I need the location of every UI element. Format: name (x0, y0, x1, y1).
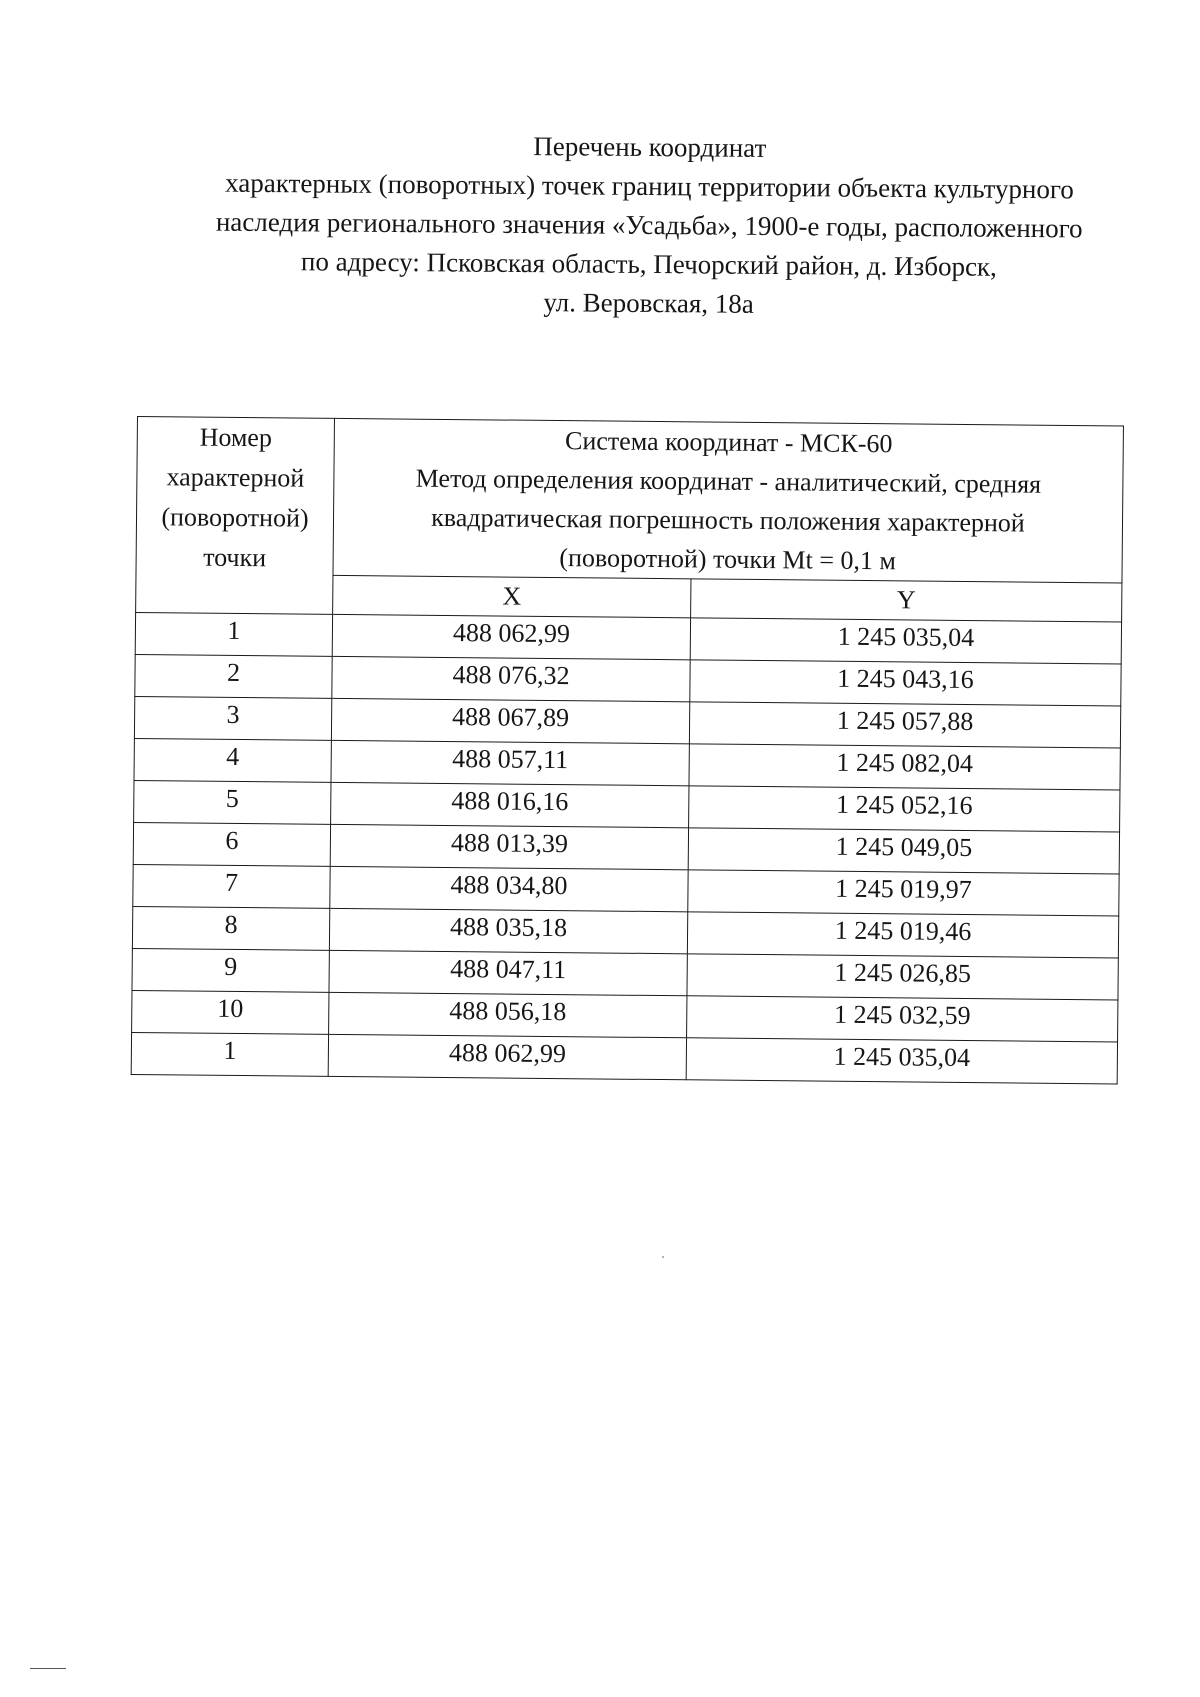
y-value: 1 245 026,85 (687, 954, 1118, 1000)
x-value: 488 047,11 (329, 950, 687, 995)
header-system-line: Система координат - МСК-60 (564, 426, 893, 459)
point-number: 1 (135, 612, 332, 656)
table-header-row (136, 417, 1123, 583)
point-number: 8 (132, 906, 329, 950)
x-value: 488 035,18 (329, 908, 687, 953)
header-point-line: характерной (166, 462, 305, 493)
x-value: 488 034,80 (330, 866, 688, 911)
x-value: 488 062,99 (332, 614, 690, 659)
point-number: 9 (132, 948, 329, 992)
x-value: 488 057,11 (331, 740, 689, 785)
header-point-line: (поворотной) (161, 502, 309, 533)
header-system-line: (поворотной) точки Mt = 0,1 м (559, 543, 897, 576)
header-system-line: квадратическая погрешность положения характерной (431, 502, 1025, 538)
x-value: 488 016,16 (331, 782, 689, 827)
header-system-line: Метод определения координат - аналитический, средняя (415, 463, 1042, 499)
x-value: 488 013,39 (330, 824, 688, 869)
document-title (148, 124, 1150, 327)
header-y: Y (691, 579, 1122, 622)
y-value: 1 245 035,04 (690, 618, 1121, 664)
y-value: 1 245 035,04 (686, 1038, 1117, 1084)
point-number: 7 (133, 864, 330, 908)
point-number: 2 (135, 654, 332, 698)
scan-edge-mark (30, 1668, 66, 1669)
title-line: по адресу: Псковская область, Печорский район, д. Изборск, (300, 246, 997, 282)
x-value: 488 067,89 (331, 698, 689, 743)
point-number: 10 (132, 990, 329, 1034)
y-value: 1 245 019,46 (687, 912, 1118, 958)
y-value: 1 245 052,16 (689, 786, 1120, 832)
y-value: 1 245 049,05 (688, 828, 1119, 874)
coordinates-table (131, 416, 1124, 1084)
x-value: 488 076,32 (332, 656, 690, 701)
header-point-number (136, 417, 335, 615)
point-number: 3 (134, 696, 331, 740)
x-value: 488 062,99 (328, 1034, 686, 1079)
header-point-line: Номер (199, 422, 273, 453)
y-value: 1 245 043,16 (690, 660, 1121, 706)
title-line: наследия регионального значения «Усадьба», 1900-е годы, расположенного (215, 206, 1083, 244)
y-value: 1 245 019,97 (688, 870, 1119, 916)
table-row (131, 1032, 1117, 1083)
title-line: характерных (поворотных) точек границ территории объекта культурного (225, 167, 1074, 205)
title-line: Перечень координат (533, 131, 767, 163)
coordinates-table-container (131, 416, 1123, 1084)
point-number: 6 (133, 822, 330, 866)
y-value: 1 245 032,59 (687, 996, 1118, 1042)
x-value: 488 056,18 (329, 992, 687, 1037)
header-point-line: точки (203, 542, 267, 573)
scan-speck (662, 1256, 664, 1258)
header-x: X (333, 575, 691, 617)
header-coordinate-system (333, 418, 1123, 583)
point-number: 5 (134, 780, 331, 824)
y-value: 1 245 082,04 (689, 744, 1120, 790)
point-number: 1 (131, 1032, 328, 1076)
y-value: 1 245 057,88 (689, 702, 1120, 748)
point-number: 4 (134, 738, 331, 782)
title-line: ул. Веровская, 18а (543, 287, 754, 319)
